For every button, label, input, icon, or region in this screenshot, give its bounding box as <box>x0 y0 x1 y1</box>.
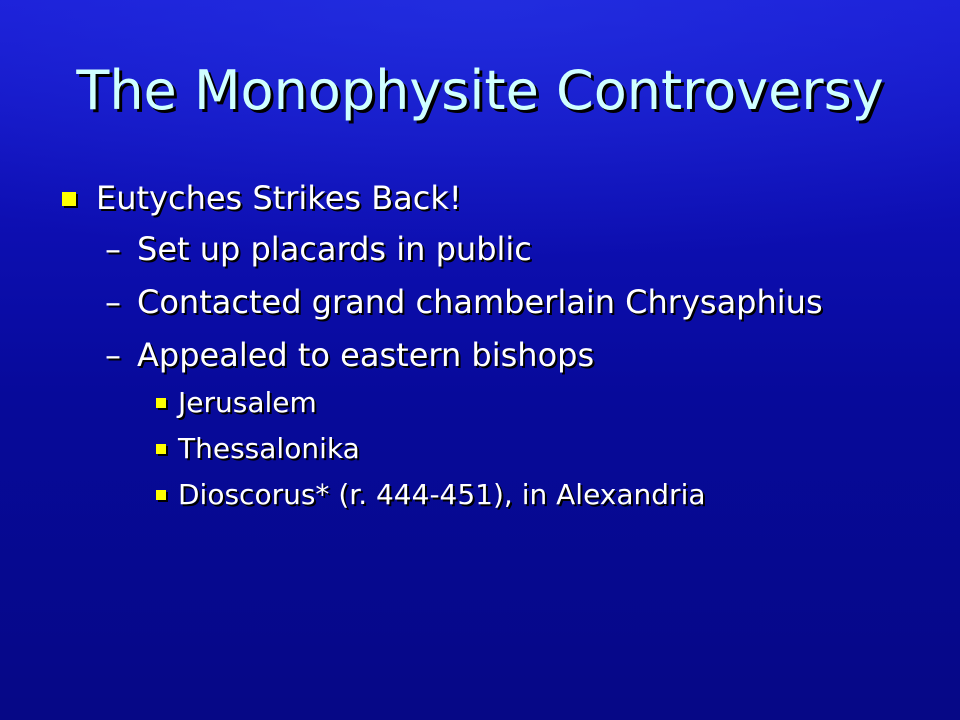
dash-bullet-icon: – <box>105 230 121 268</box>
square-bullet-icon <box>156 398 166 408</box>
slide-title: The Monophysite Controversy <box>76 59 884 122</box>
dash-bullet-icon: – <box>105 283 121 321</box>
square-bullet-icon <box>156 444 166 454</box>
sub-sub-bullet-text: Thessalonika <box>178 432 360 465</box>
sub-bullet-text: Appealed to eastern bishops <box>137 336 595 374</box>
dash-bullet-icon: – <box>105 336 121 374</box>
sub-bullet-text: Set up placards in public <box>137 230 532 268</box>
square-bullet-icon <box>156 490 166 500</box>
bullet-text: Eutyches Strikes Back! <box>96 179 462 217</box>
sub-bullet-text: Contacted grand chamberlain Chrysaphius <box>137 283 823 321</box>
sub-sub-bullet-text: Jerusalem <box>178 386 317 419</box>
square-bullet-icon <box>62 192 76 206</box>
sub-sub-bullet-text: Dioscorus* (r. 444-451), in Alexandria <box>178 478 706 511</box>
